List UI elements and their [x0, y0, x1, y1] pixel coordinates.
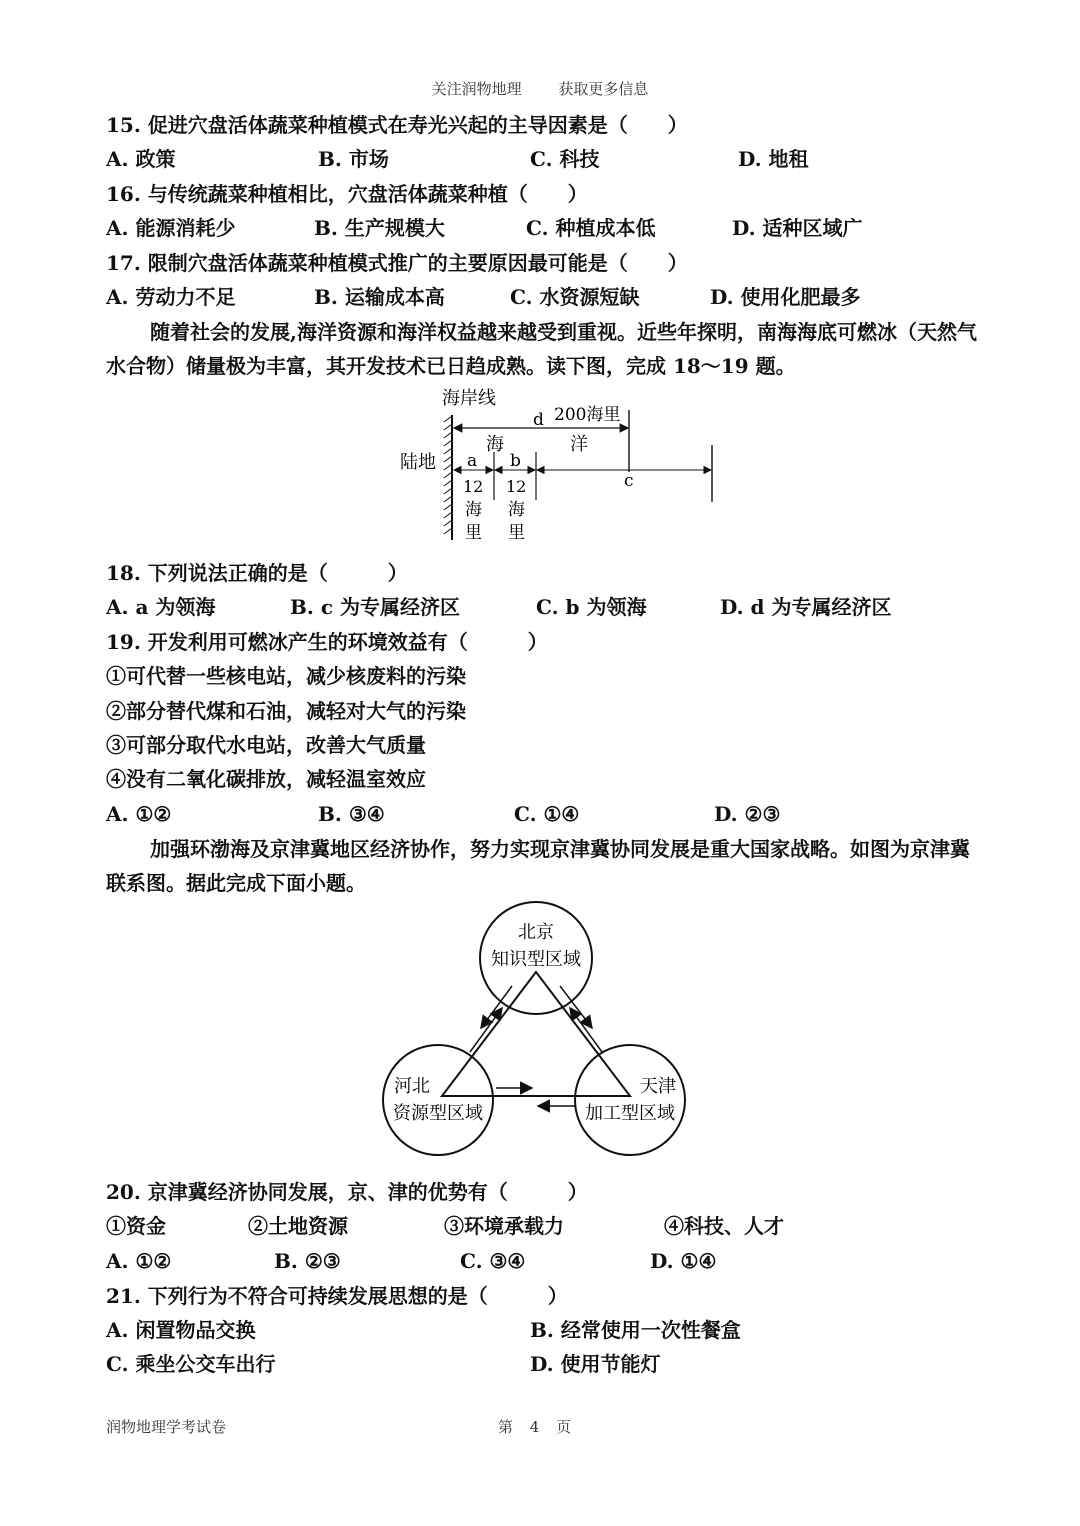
dist-200-label: 200海里	[554, 405, 621, 425]
q19-item-4: ④没有二氧化碳排放，减轻温室效应	[106, 767, 426, 791]
q16-option-b: B. 生产规模大	[314, 216, 445, 240]
page-number-prefix: 第	[498, 1418, 514, 1436]
sea-label-1: 海	[486, 434, 504, 455]
q21-option-d: D. 使用节能灯	[530, 1352, 661, 1376]
q20-option-a: A. ①②	[106, 1249, 172, 1273]
linkage-triangle	[442, 972, 630, 1096]
maritime-zones-figure	[400, 380, 730, 545]
a-distance-unit-2: 里	[465, 523, 482, 543]
q16-option-c: C. 种植成本低	[526, 216, 656, 240]
q15-stem: 15. 促进穴盘活体蔬菜种植模式在寿光兴起的主导因素是（ ）	[106, 113, 688, 137]
b-distance-number: 12	[506, 477, 527, 496]
c-label: c	[624, 471, 634, 491]
b-distance-unit-1: 海	[508, 500, 525, 520]
a-distance-number: 12	[463, 477, 484, 496]
q18-option-d: D. d 为专属经济区	[720, 595, 892, 619]
q17-option-b: B. 运输成本高	[314, 285, 445, 309]
beijing-label: 北京	[518, 922, 554, 943]
sea-label-2: 洋	[570, 434, 588, 455]
q15-option-b: B. 市场	[318, 147, 389, 171]
passage-2: 加强环渤海及京津冀地区经济协作，努力实现京津冀协同发展是重大国家战略。如图为京津冀联系图。据此完成下面小题。	[106, 837, 970, 895]
hebei-label: 河北	[394, 1076, 430, 1097]
q20-option-c: C. ③④	[460, 1249, 526, 1273]
q18-option-c: C. b 为领海	[536, 595, 647, 619]
hebei-circle	[383, 1045, 493, 1155]
page-number-value: 4	[529, 1418, 540, 1436]
page-header	[0, 78, 1080, 99]
q20-stem: 20. 京津冀经济协同发展，京、津的优势有（ ）	[106, 1180, 588, 1204]
page-number-suffix: 页	[556, 1418, 572, 1436]
q20-option-d: D. ①④	[650, 1249, 717, 1273]
q18-option-a: A. a 为领海	[106, 595, 216, 619]
q19-item-1: ①可代替一些核电站，减少核废料的污染	[106, 664, 466, 688]
q19-option-c: C. ①④	[514, 802, 580, 826]
q18-stem: 18. 下列说法正确的是（ ）	[106, 561, 408, 585]
tianjin-label: 天津	[640, 1076, 676, 1097]
arrow-tianjin-to-beijing	[570, 1008, 602, 1052]
q20-item-2: ②土地资源	[248, 1214, 348, 1238]
q18-option-b: B. c 为专属经济区	[290, 595, 460, 619]
q17-option-d: D. 使用化肥最多	[710, 285, 861, 309]
q17-option-a: A. 劳动力不足	[106, 285, 236, 309]
q21-option-a: A. 闲置物品交换	[106, 1318, 256, 1342]
q16-option-a: A. 能源消耗少	[106, 216, 236, 240]
q19-item-2: ②部分替代煤和石油，减轻对大气的污染	[106, 699, 466, 723]
b-label: b	[510, 451, 521, 471]
header-left: 关注润物地理	[431, 80, 522, 98]
q20-option-b: B. ②③	[274, 1249, 341, 1273]
q15-option-d: D. 地租	[738, 147, 809, 171]
q19-stem: 19. 开发利用可燃冰产生的环境效益有（ ）	[106, 630, 548, 654]
q19-option-b: B. ③④	[318, 802, 385, 826]
beijing-type-label: 知识型区域	[491, 949, 581, 970]
q16-stem: 16. 与传统蔬菜种植相比，穴盘活体蔬菜种植（ ）	[106, 182, 588, 206]
tianjin-circle	[575, 1045, 685, 1155]
q20-item-3: ③环境承载力	[444, 1214, 564, 1238]
coast-hatch	[444, 416, 452, 534]
q15-option-a: A. 政策	[106, 147, 176, 171]
d-label: d	[533, 410, 544, 430]
footer-title: 润物地理学考试卷	[106, 1418, 227, 1436]
a-label: a	[467, 451, 478, 471]
q20-item-1: ①资金	[106, 1214, 166, 1238]
passage-1: 随着社会的发展,海洋资源和海洋权益越来越受到重视。近些年探明，南海海底可燃冰（天然气水合物）储量极为丰富，其开发技术已日趋成熟。读下图，完成 18～19 题。	[106, 320, 977, 378]
a-distance-unit-1: 海	[465, 500, 482, 520]
q17-option-c: C. 水资源短缺	[510, 285, 640, 309]
coastline-label: 海岸线	[442, 388, 496, 409]
q17-stem: 17. 限制穴盘活体蔬菜种植模式推广的主要原因最可能是（ ）	[106, 251, 688, 275]
q21-option-c: C. 乘坐公交车出行	[106, 1352, 276, 1376]
q20-item-4: ④科技、人才	[664, 1214, 784, 1238]
tianjin-type-label: 加工型区域	[585, 1103, 675, 1124]
hebei-type-label: 资源型区域	[393, 1103, 483, 1124]
land-label: 陆地	[400, 452, 436, 473]
jingjinji-linkage-figure	[380, 900, 700, 1162]
q21-stem: 21. 下列行为不符合可持续发展思想的是（ ）	[106, 1284, 568, 1308]
page-number	[498, 1416, 571, 1437]
b-distance-unit-2: 里	[508, 523, 525, 543]
q19-option-d: D. ②③	[714, 802, 781, 826]
q21-option-b: B. 经常使用一次性餐盒	[530, 1318, 741, 1342]
header-right: 获取更多信息	[558, 80, 649, 98]
q16-option-d: D. 适种区域广	[732, 216, 863, 240]
q15-option-c: C. 科技	[530, 147, 600, 171]
q19-item-3: ③可部分取代水电站，改善大气质量	[106, 733, 426, 757]
arrow-hebei-to-beijing	[470, 1008, 502, 1052]
q19-option-a: A. ①②	[106, 802, 172, 826]
